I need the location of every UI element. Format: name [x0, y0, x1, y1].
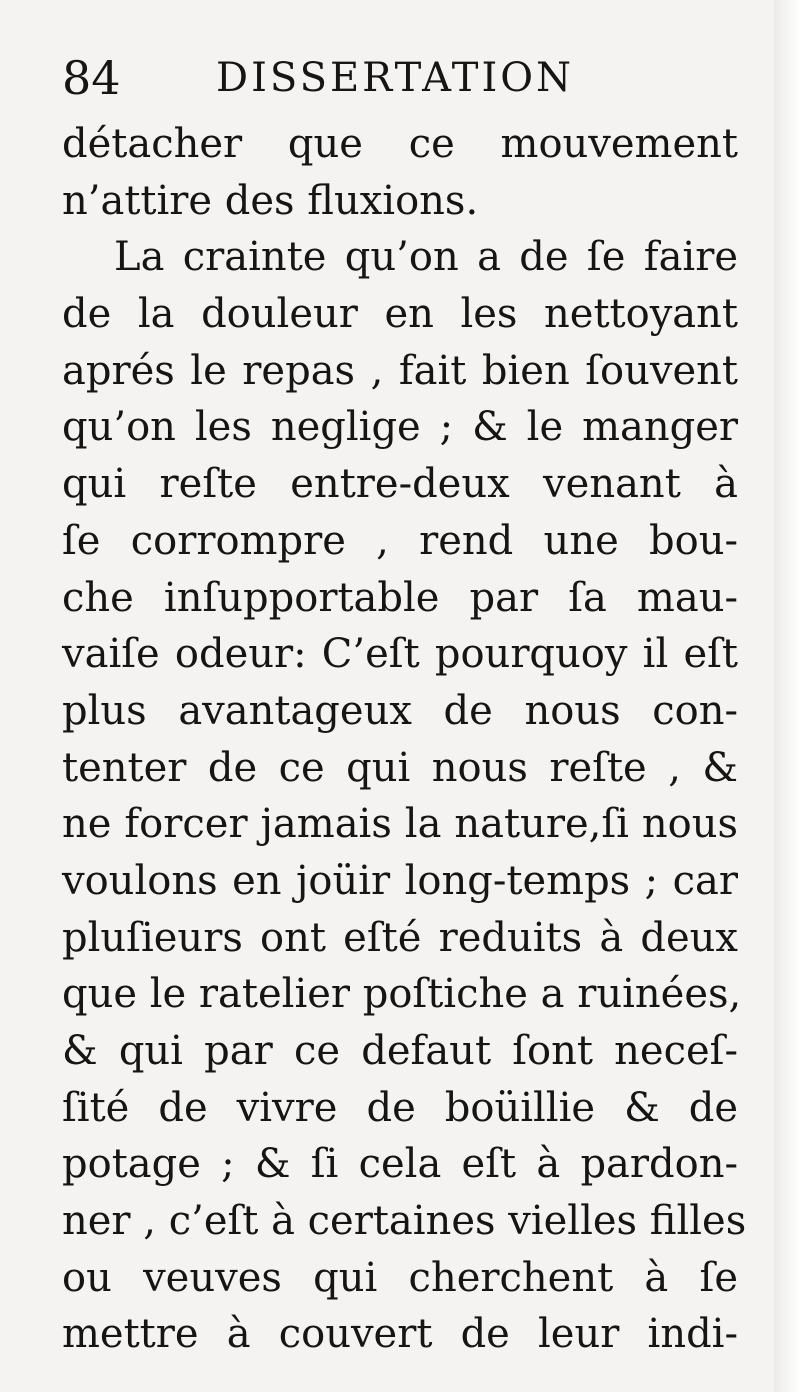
text-line: che inſupportable par ſa mau-	[62, 574, 738, 621]
running-head	[62, 48, 742, 108]
text-line: que le ratelier poſtiche a ruinées,	[62, 971, 742, 1018]
page-number: 84	[62, 51, 121, 105]
text-line: qu’on les neglige ; & le manger	[62, 404, 738, 451]
text-line: tenter de ce qui nous reſte , &	[62, 744, 738, 791]
text-line: n’attire des fluxions.	[62, 177, 479, 224]
text-line: ſité de vivre de boüillie & de	[62, 1084, 738, 1131]
text-line: pluſieurs ont eſté reduits à deux	[62, 914, 738, 961]
text-line: ner , c’eſt à certaines vielles filles	[62, 1198, 747, 1245]
text-line: La crainte qu’on a de ſe faire	[114, 234, 738, 281]
text-line: aprés le repas , fait bien ſouvent	[62, 347, 738, 394]
text-line: plus avantageux de nous con-	[62, 687, 738, 734]
text-line: & qui par ce defaut ſont neceſ-	[62, 1028, 738, 1074]
text-line: qui reſte entre-deux venant à	[62, 461, 738, 508]
text-line: ſe corrompre , rend une bou-	[62, 517, 738, 564]
text-line: mettre à couvert de leur indi-	[62, 1311, 738, 1358]
text-line: ne forcer jamais la nature,ſi nous	[62, 801, 738, 848]
body-text	[62, 116, 747, 1363]
running-title: DISSERTATION	[216, 55, 575, 101]
text-line: potage ; & ſi cela eſt à pardon-	[62, 1141, 738, 1188]
text-line: détacher que ce mouvement	[62, 121, 738, 167]
text-line: vaiſe odeur: C’eſt pourquoy il eſt	[62, 631, 738, 678]
text-line: de la douleur en les nettoyant	[62, 291, 738, 338]
page-edge	[774, 0, 800, 1392]
text-line: voulons en joüir long-temps ; car	[62, 857, 738, 904]
text-line: ou veuves qui cherchent à ſe	[62, 1254, 738, 1301]
